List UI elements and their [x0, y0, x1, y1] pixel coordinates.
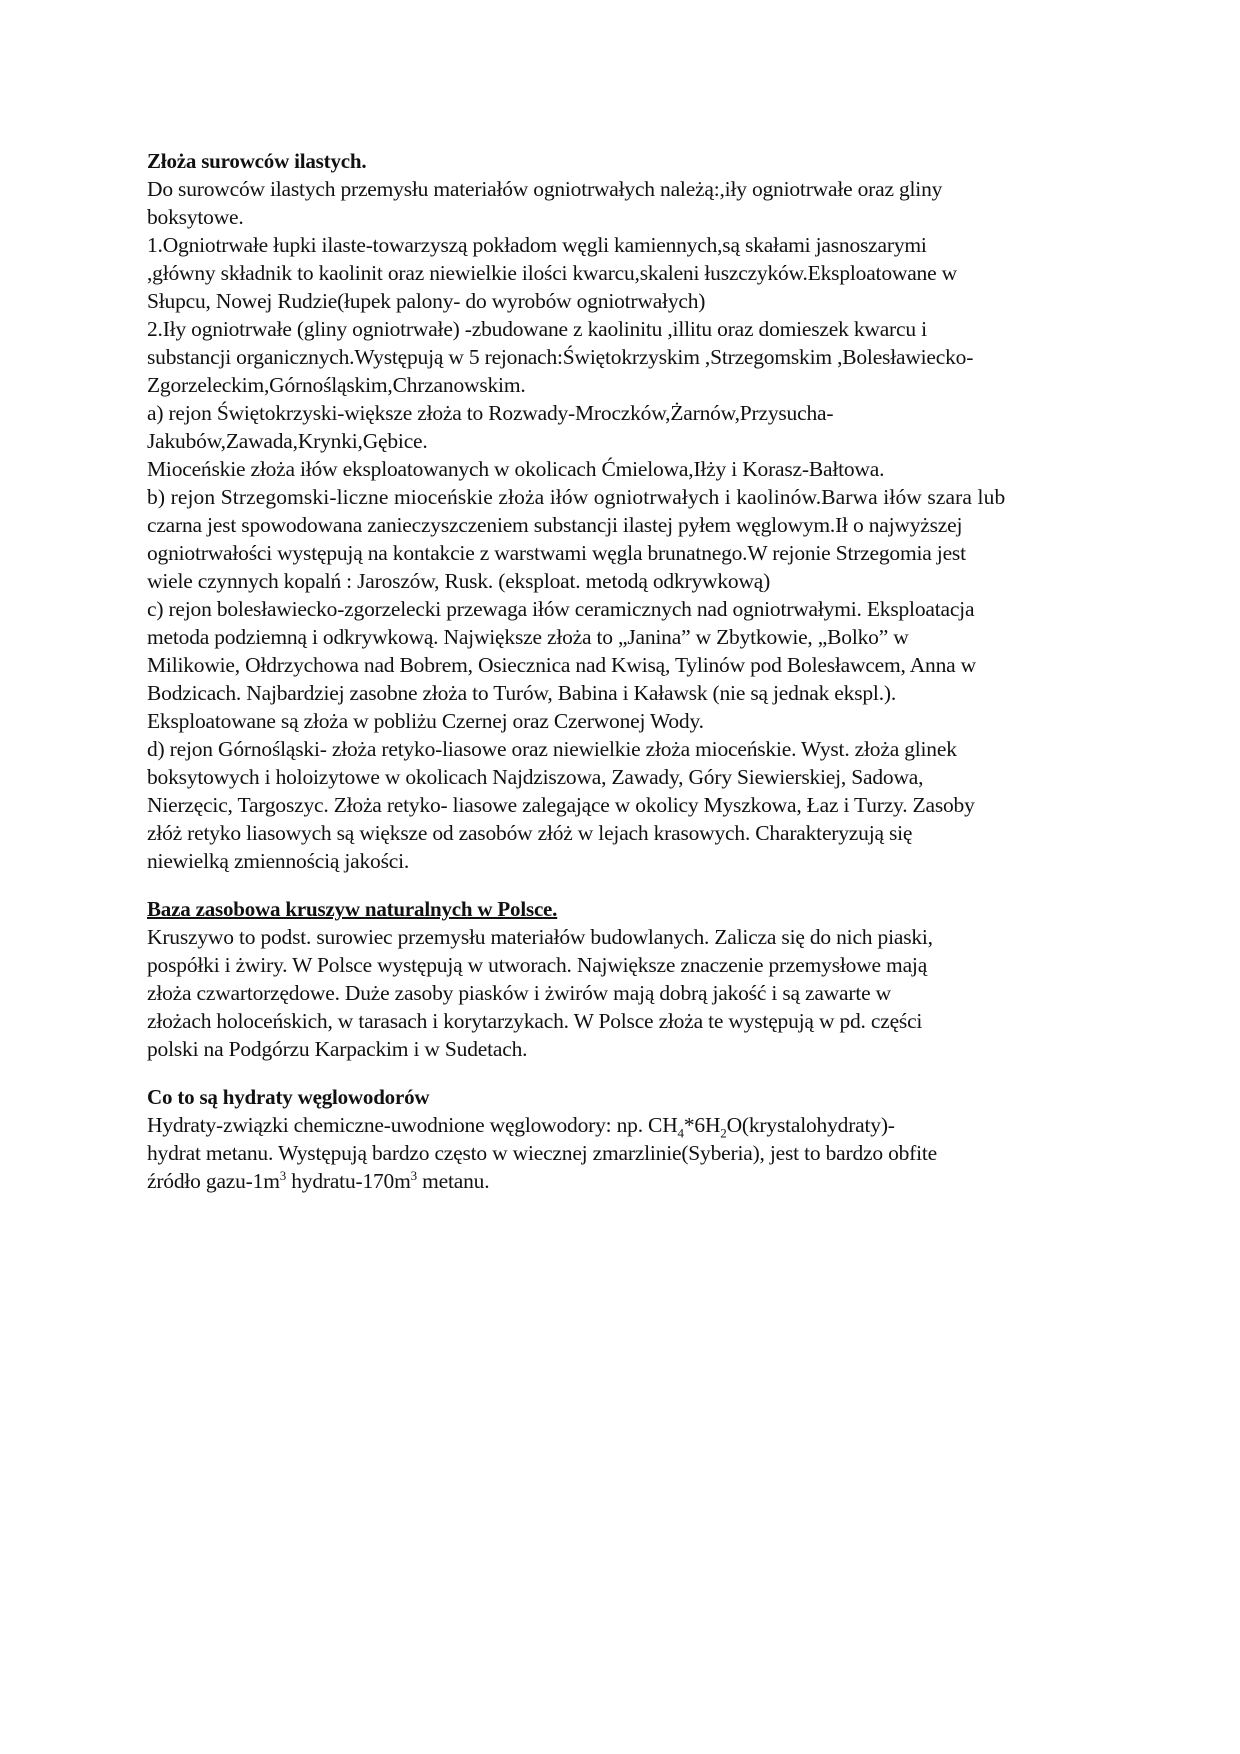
text-fragment: O(krystalohydraty)- — [726, 1113, 895, 1137]
text-line: 1.Ogniotrwałe łupki ilaste-towarzyszą pokładom węgli kamiennych,są skałami jasnoszarymi — [147, 233, 927, 257]
text-line: polski na Podgórzu Karpackim i w Sudetach. — [147, 1037, 528, 1061]
text-line: Mioceńskie złoża iłów eksploatowanych w okolicach Ćmielowa,Iłży i Korasz-Bałtowa. — [147, 457, 885, 481]
text-line: 2.Iły ogniotrwałe (gliny ogniotrwałe) -zbudowane z kaolinitu ,illitu oraz domieszek kwarcu i — [147, 317, 927, 341]
text-line: Kruszywo to podst. surowiec przemysłu materiałów budowlanych. Zalicza się do nich piaski, — [147, 925, 933, 949]
text-line: d) rejon Górnośląski- złoża retyko-liasowe oraz niewielkie złoża mioceńskie. Wyst. złoża glinek — [147, 737, 957, 761]
text-line: Do surowców ilastych przemysłu materiałów ogniotrwałych należą:,iły ogniotrwałe oraz gliny — [147, 177, 943, 201]
text-line: hydrat metanu. Występują bardzo często w wiecznej zmarzlinie(Syberia), jest to bardzo obfite — [147, 1141, 938, 1165]
text-line: boksytowych i holoizytowe w okolicach Najdziszowa, Zawady, Góry Siewierskiej, Sadowa, — [147, 765, 924, 789]
text-line: Jakubów,Zawada,Krynki,Gębice. — [147, 429, 428, 453]
text-line: ogniotrwałości występują na kontakcie z warstwami węgla brunatnego.W rejonie Strzegomia jest — [147, 541, 966, 565]
text-fragment: Hydraty-związki chemiczne-uwodnione węglowodory: np. CH — [147, 1113, 678, 1137]
text-line: Milikowie, Ołdrzychowa nad Bobrem, Osiecznica nad Kwisą, Tylinów pod Bolesławcem, Anna w — [147, 653, 976, 677]
text-line: boksytowe. — [147, 205, 244, 229]
text-line: Zgorzeleckim,Górnośląskim,Chrzanowskim. — [147, 373, 526, 397]
section-body-clay-deposits — [147, 175, 1137, 875]
text-line: złóż retyko liasowych są większe od zasobów złóż w lejach krasowych. Charakteryzują się — [147, 821, 913, 845]
text-line: a) rejon Świętokrzyski-większe złoża to Rozwady-Mroczków,Żarnów,Przysucha- — [147, 401, 834, 425]
section-title-hydrocarbon-hydrates: Co to są hydraty węglowodorów — [147, 1085, 430, 1109]
text-line-volume — [147, 1167, 1137, 1195]
section-title-aggregates: Baza zasobowa kruszyw naturalnych w Polsce. — [147, 897, 558, 921]
text-line: c) rejon bolesławiecko-zgorzelecki przewaga iłów ceramicznych nad ogniotrwałymi. Eksploatacja — [147, 597, 975, 621]
text-line: metoda podziemną i odkrywkową. Największe złoża to „Janina” w Zbytkowie, „Bolko” w — [147, 625, 909, 649]
text-line: pospółki i żwiry. W Polsce występują w utworach. Największe znaczenie przemysłowe mają — [147, 953, 928, 977]
text-line: czarna jest spowodowana zanieczyszczeniem substancji ilastej pyłem węglowym.Ił o najwyższej — [147, 513, 963, 537]
superscript: 3 — [410, 1167, 417, 1183]
text-fragment: źródło gazu-1m — [147, 1169, 280, 1193]
text-fragment: *6H — [683, 1113, 721, 1137]
text-fragment: metanu. — [416, 1169, 490, 1193]
section-title-clay-deposits: Złoża surowców ilastych. — [147, 149, 367, 173]
text-line: wiele czynnych kopalń : Jaroszów, Rusk. (eksploat. metodą odkrywkową) — [147, 569, 771, 593]
section-body-aggregates — [147, 923, 1137, 1063]
text-line: b) rejon Strzegomski-liczne mioceńskie złoża iłów ogniotrwałych i kaolinów.Barwa iłów szara lub — [147, 485, 1006, 509]
text-line: Bodzicach. Najbardziej zasobne złoża to Turów, Babina i Kaławsk (nie są jednak ekspl.). — [147, 681, 896, 705]
text-line: złoża czwartorzędowe. Duże zasoby piasków i żwirów mają dobrą jakość i są zawarte w — [147, 981, 891, 1005]
text-line: Nierzęcic, Targoszyc. Złoża retyko- liasowe zalegające w okolicy Myszkowa, Łaz i Turzy. Zasoby — [147, 793, 975, 817]
section-body-hydrocarbon-hydrates — [147, 1111, 1137, 1195]
subscript: 4 — [677, 1125, 684, 1141]
subscript: 2 — [720, 1125, 727, 1141]
text-line: złożach holoceńskich, w tarasach i korytarzykach. W Polsce złoża te występują w pd. części — [147, 1009, 923, 1033]
section-spacer — [147, 1063, 1137, 1083]
superscript: 3 — [279, 1167, 287, 1183]
text-line: niewielką zmiennością jakości. — [147, 849, 410, 873]
text-line: Eksploatowane są złoża w pobliżu Czernej oraz Czerwonej Wody. — [147, 709, 704, 733]
text-fragment: hydratu-170m — [286, 1169, 411, 1193]
text-line: substancji organicznych.Występują w 5 rejonach:Świętokrzyskim ,Strzegomskim ,Bolesławiecko- — [147, 345, 974, 369]
text-line-formula — [147, 1111, 1137, 1139]
text-line: ,główny składnik to kaolinit oraz niewielkie ilości kwarcu,skaleni łuszczyków.Eksploatowane w — [147, 261, 957, 285]
section-spacer — [147, 875, 1137, 895]
document-page — [147, 147, 1137, 1195]
text-line: Słupcu, Nowej Rudzie(łupek palony- do wyrobów ogniotrwałych) — [147, 289, 706, 313]
